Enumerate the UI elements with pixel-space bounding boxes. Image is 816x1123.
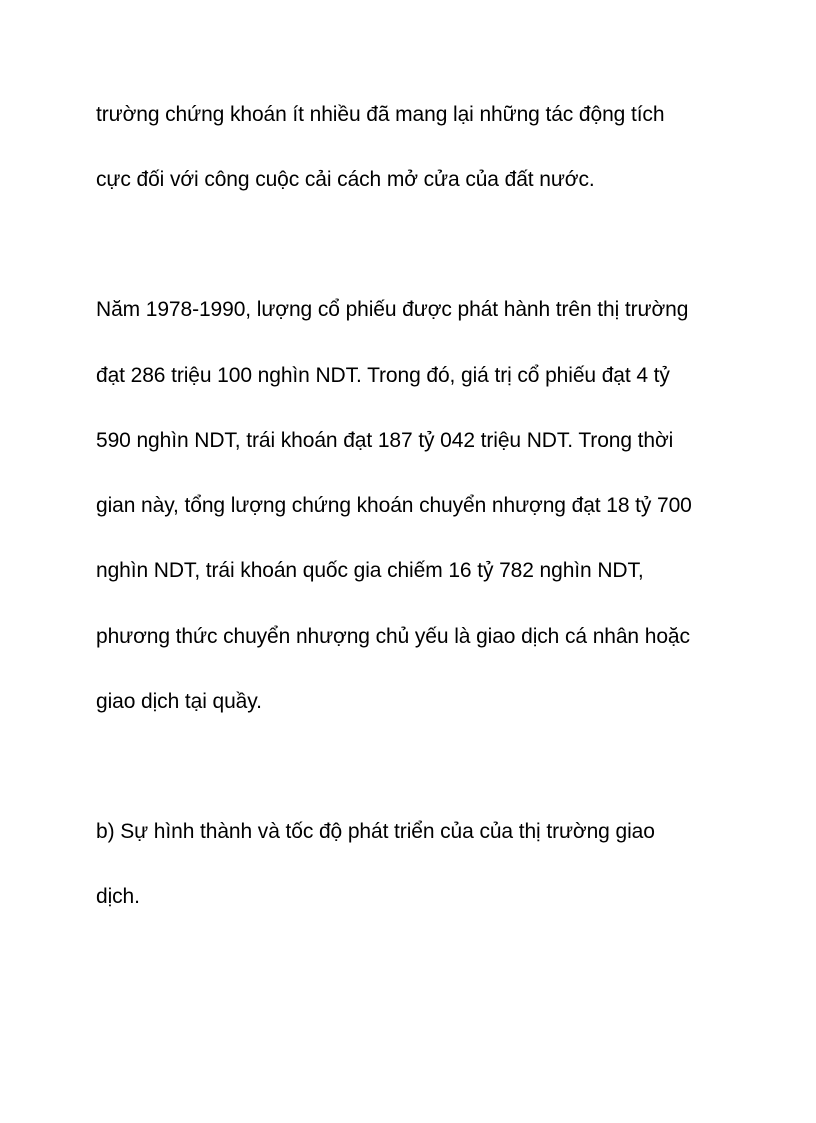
heading-line: b) Sự hình thành và tốc độ phát triển của của thị trường giao <box>96 820 655 843</box>
text-line: gian này, tổng lượng chứng khoán chuyển nhượng đạt 18 tỷ 700 <box>96 494 692 517</box>
text-line: 590 nghìn NDT, trái khoán đạt 187 tỷ 042 triệu NDT. Trong thời <box>96 429 674 452</box>
heading-line: dịch. <box>96 885 140 908</box>
text-line: phương thức chuyển nhượng chủ yếu là giao dịch cá nhân hoặc <box>96 625 690 648</box>
text-line: nghìn NDT, trái khoán quốc gia chiếm 16 tỷ 782 nghìn NDT, <box>96 559 644 582</box>
text-line: đạt 286 triệu 100 nghìn NDT. Trong đó, giá trị cổ phiếu đạt 4 tỷ <box>96 364 670 387</box>
text-line: Năm 1978-1990, lượng cổ phiếu được phát hành trên thị trường <box>96 298 689 321</box>
text-line: giao dịch tại quầy. <box>96 690 262 713</box>
text-line: cực đối với công cuộc cải cách mở cửa của đất nước. <box>96 168 595 191</box>
text-line: trường chứng khoán ít nhiều đã mang lại những tác động tích <box>96 103 665 126</box>
